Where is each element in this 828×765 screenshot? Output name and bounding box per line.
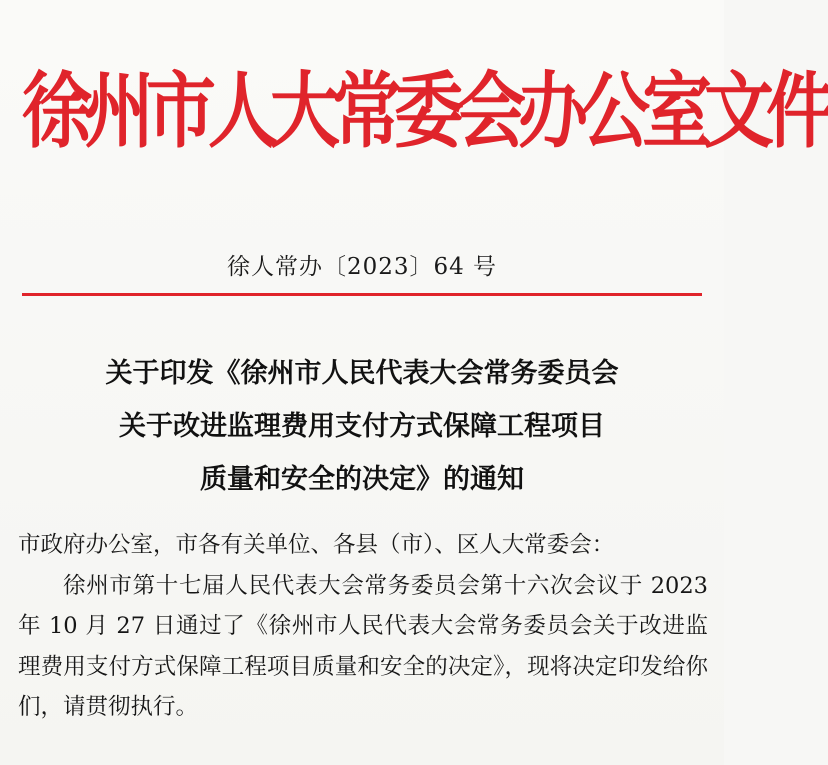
- body-paragraph: 徐州市第十七届人民代表大会常务委员会第十六次会议于 2023 年 10 月 27 日通过了《徐州市人民代表大会常务委员会关于改进监理费用支付方式保障工程项目质量和安全的决定》，现将决定印发给你们，请贯彻执行。: [18, 572, 708, 720]
- notice-title-line-3: 质量和安全的决定》的通知: [200, 464, 524, 495]
- letterhead-title: 徐州市人大常委会办公室文件: [22, 61, 828, 160]
- notice-title-line-2: 关于改进监理费用支付方式保障工程项目: [119, 411, 605, 442]
- red-divider-line: [22, 293, 702, 296]
- addressee-line: 市政府办公室，市各有关单位、各县（市）、区人大常委会：: [18, 532, 615, 558]
- notice-body: [18, 525, 708, 728]
- notice-title: [30, 347, 694, 506]
- document-number: 徐人常办〔2023〕64 号: [226, 254, 498, 280]
- notice-title-line-1: 关于印发《徐州市人民代表大会常务委员会: [105, 358, 619, 389]
